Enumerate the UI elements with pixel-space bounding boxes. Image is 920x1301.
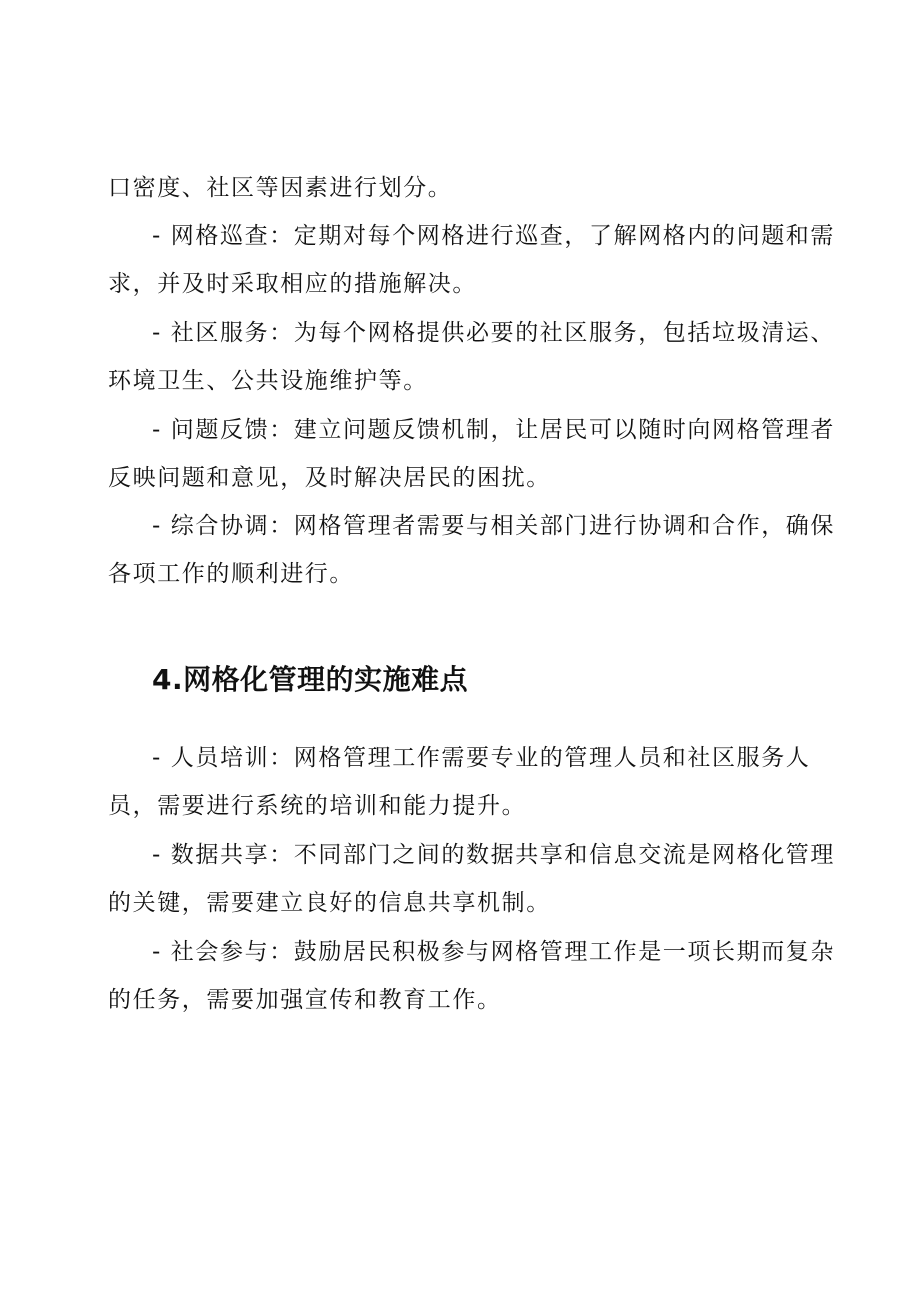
list-item-social-participation-line1: - 社会参与：鼓励居民积极参与网格管理工作是一项长期而复杂 [152, 939, 836, 965]
list-item-staff-training-line2: 员，需要进行系统的培训和能力提升。 [108, 793, 527, 819]
list-item-problem-feedback-line1: - 问题反馈：建立问题反馈机制，让居民可以随时向网格管理者 [152, 417, 836, 443]
list-item-problem-feedback-line2: 反映问题和意见，及时解决居民的困扰。 [108, 465, 551, 491]
list-item-data-sharing-line1: - 数据共享：不同部门之间的数据共享和信息交流是网格化管理 [152, 842, 836, 868]
list-item-coordination-line1: - 综合协调：网格管理者需要与相关部门进行协调和合作，确保 [152, 513, 836, 539]
list-item-data-sharing-line2: 的关键，需要建立良好的信息共享机制。 [108, 890, 551, 916]
list-item-coordination-line2: 各项工作的顺利进行。 [108, 561, 354, 587]
section-heading: 4.网格化管理的实施难点 [152, 663, 469, 696]
list-item-community-service-line1: - 社区服务：为每个网格提供必要的社区服务，包括垃圾清运、 [152, 320, 836, 346]
list-item-staff-training-line1: - 人员培训：网格管理工作需要专业的管理人员和社区服务人 [152, 745, 811, 771]
list-item-social-participation-line2: 的任务，需要加强宣传和教育工作。 [108, 987, 502, 1013]
list-item-community-service-line2: 环境卫生、公共设施维护等。 [108, 368, 428, 394]
paragraph-continuation: 口密度、社区等因素进行划分。 [108, 175, 453, 201]
list-item-grid-inspection-line2: 求，并及时采取相应的措施解决。 [108, 271, 477, 297]
list-item-grid-inspection-line1: - 网格巡查：定期对每个网格进行巡查，了解网格内的问题和需 [152, 223, 836, 249]
